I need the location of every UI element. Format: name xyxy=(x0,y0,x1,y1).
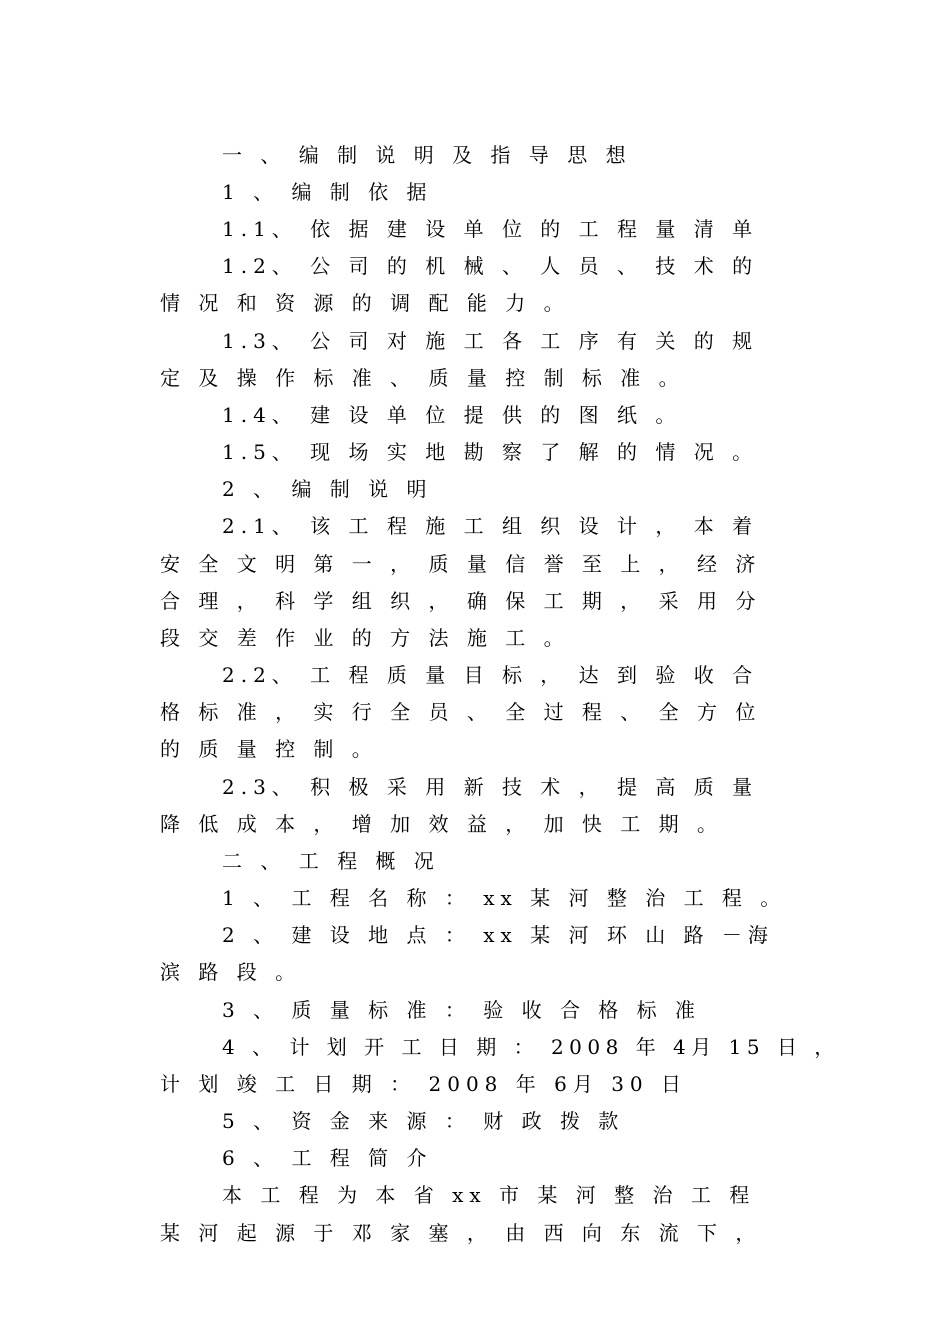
paragraph-line: 3 、 质 量 标 准 ： 验 收 合 格 标 准 xyxy=(222,998,702,1022)
paragraph-line: 2.1、 该 工 程 施 工 组 织 设 计 ， 本 着 xyxy=(222,514,759,538)
paragraph-line: 段 交 差 作 业 的 方 法 施 工 。 xyxy=(160,626,570,650)
paragraph-line: 1.5、 现 场 实 地 勘 察 了 解 的 情 况 。 xyxy=(222,440,759,464)
paragraph-line: 计 划 竣 工 日 期 ： 2008 年 6月 30 日 xyxy=(160,1072,688,1096)
paragraph-line: 合 理 ， 科 学 组 织 ， 确 保 工 期 ， 采 用 分 xyxy=(160,589,762,613)
paragraph-line: 1.3、 公 司 对 施 工 各 工 序 有 关 的 规 xyxy=(222,329,759,353)
paragraph-line: 的 质 量 控 制 。 xyxy=(160,737,378,761)
paragraph-line: 6 、 工 程 简 介 xyxy=(222,1146,433,1170)
heading-section-1: 一 、 编 制 说 明 及 指 导 思 想 xyxy=(222,143,632,167)
paragraph-line: 1 、 工 程 名 称 ： xx 某 河 整 治 工 程 。 xyxy=(222,886,787,910)
paragraph-line: 本 工 程 为 本 省 xx 市 某 河 整 治 工 程 xyxy=(222,1183,756,1207)
paragraph-line: 2 、 建 设 地 点 ： xx 某 河 环 山 路 －海 xyxy=(222,923,774,947)
subheading-2: 2 、 编 制 说 明 xyxy=(222,477,433,501)
paragraph-line: 1.2、 公 司 的 机 械 、 人 员 、 技 术 的 xyxy=(222,254,759,278)
heading-section-2: 二 、 工 程 概 况 xyxy=(222,849,440,873)
paragraph-line: 降 低 成 本 ， 增 加 效 益 ， 加 快 工 期 。 xyxy=(160,812,724,836)
paragraph-line: 滨 路 段 。 xyxy=(160,960,302,984)
paragraph-line: 2.3、 积 极 采 用 新 技 术 ， 提 高 质 量 xyxy=(222,775,759,799)
paragraph-line: 格 标 准 ， 实 行 全 员 、 全 过 程 、 全 方 位 xyxy=(160,700,762,724)
paragraph-line: 安 全 文 明 第 一 ， 质 量 信 誉 至 上 ， 经 济 xyxy=(160,552,762,576)
paragraph-line: 4 、 计 划 开 工 日 期 ： 2008 年 4月 15 日 ， xyxy=(222,1035,840,1059)
paragraph-line: 5 、 资 金 来 源 ： 财 政 拨 款 xyxy=(222,1109,625,1133)
paragraph-line: 2.2、 工 程 质 量 目 标 ， 达 到 验 收 合 xyxy=(222,663,759,687)
paragraph-line: 1.4、 建 设 单 位 提 供 的 图 纸 。 xyxy=(222,403,682,427)
paragraph-line: 1.1、 依 据 建 设 单 位 的 工 程 量 清 单 xyxy=(222,217,759,241)
paragraph-line: 定 及 操 作 标 准 、 质 量 控 制 标 准 。 xyxy=(160,366,685,390)
paragraph-line: 某 河 起 源 于 邓 家 塞 ， 由 西 向 东 流 下 ， xyxy=(160,1221,762,1245)
paragraph-line: 情 况 和 资 源 的 调 配 能 力 。 xyxy=(160,291,570,315)
subheading-1: 1 、 编 制 依 据 xyxy=(222,180,433,204)
